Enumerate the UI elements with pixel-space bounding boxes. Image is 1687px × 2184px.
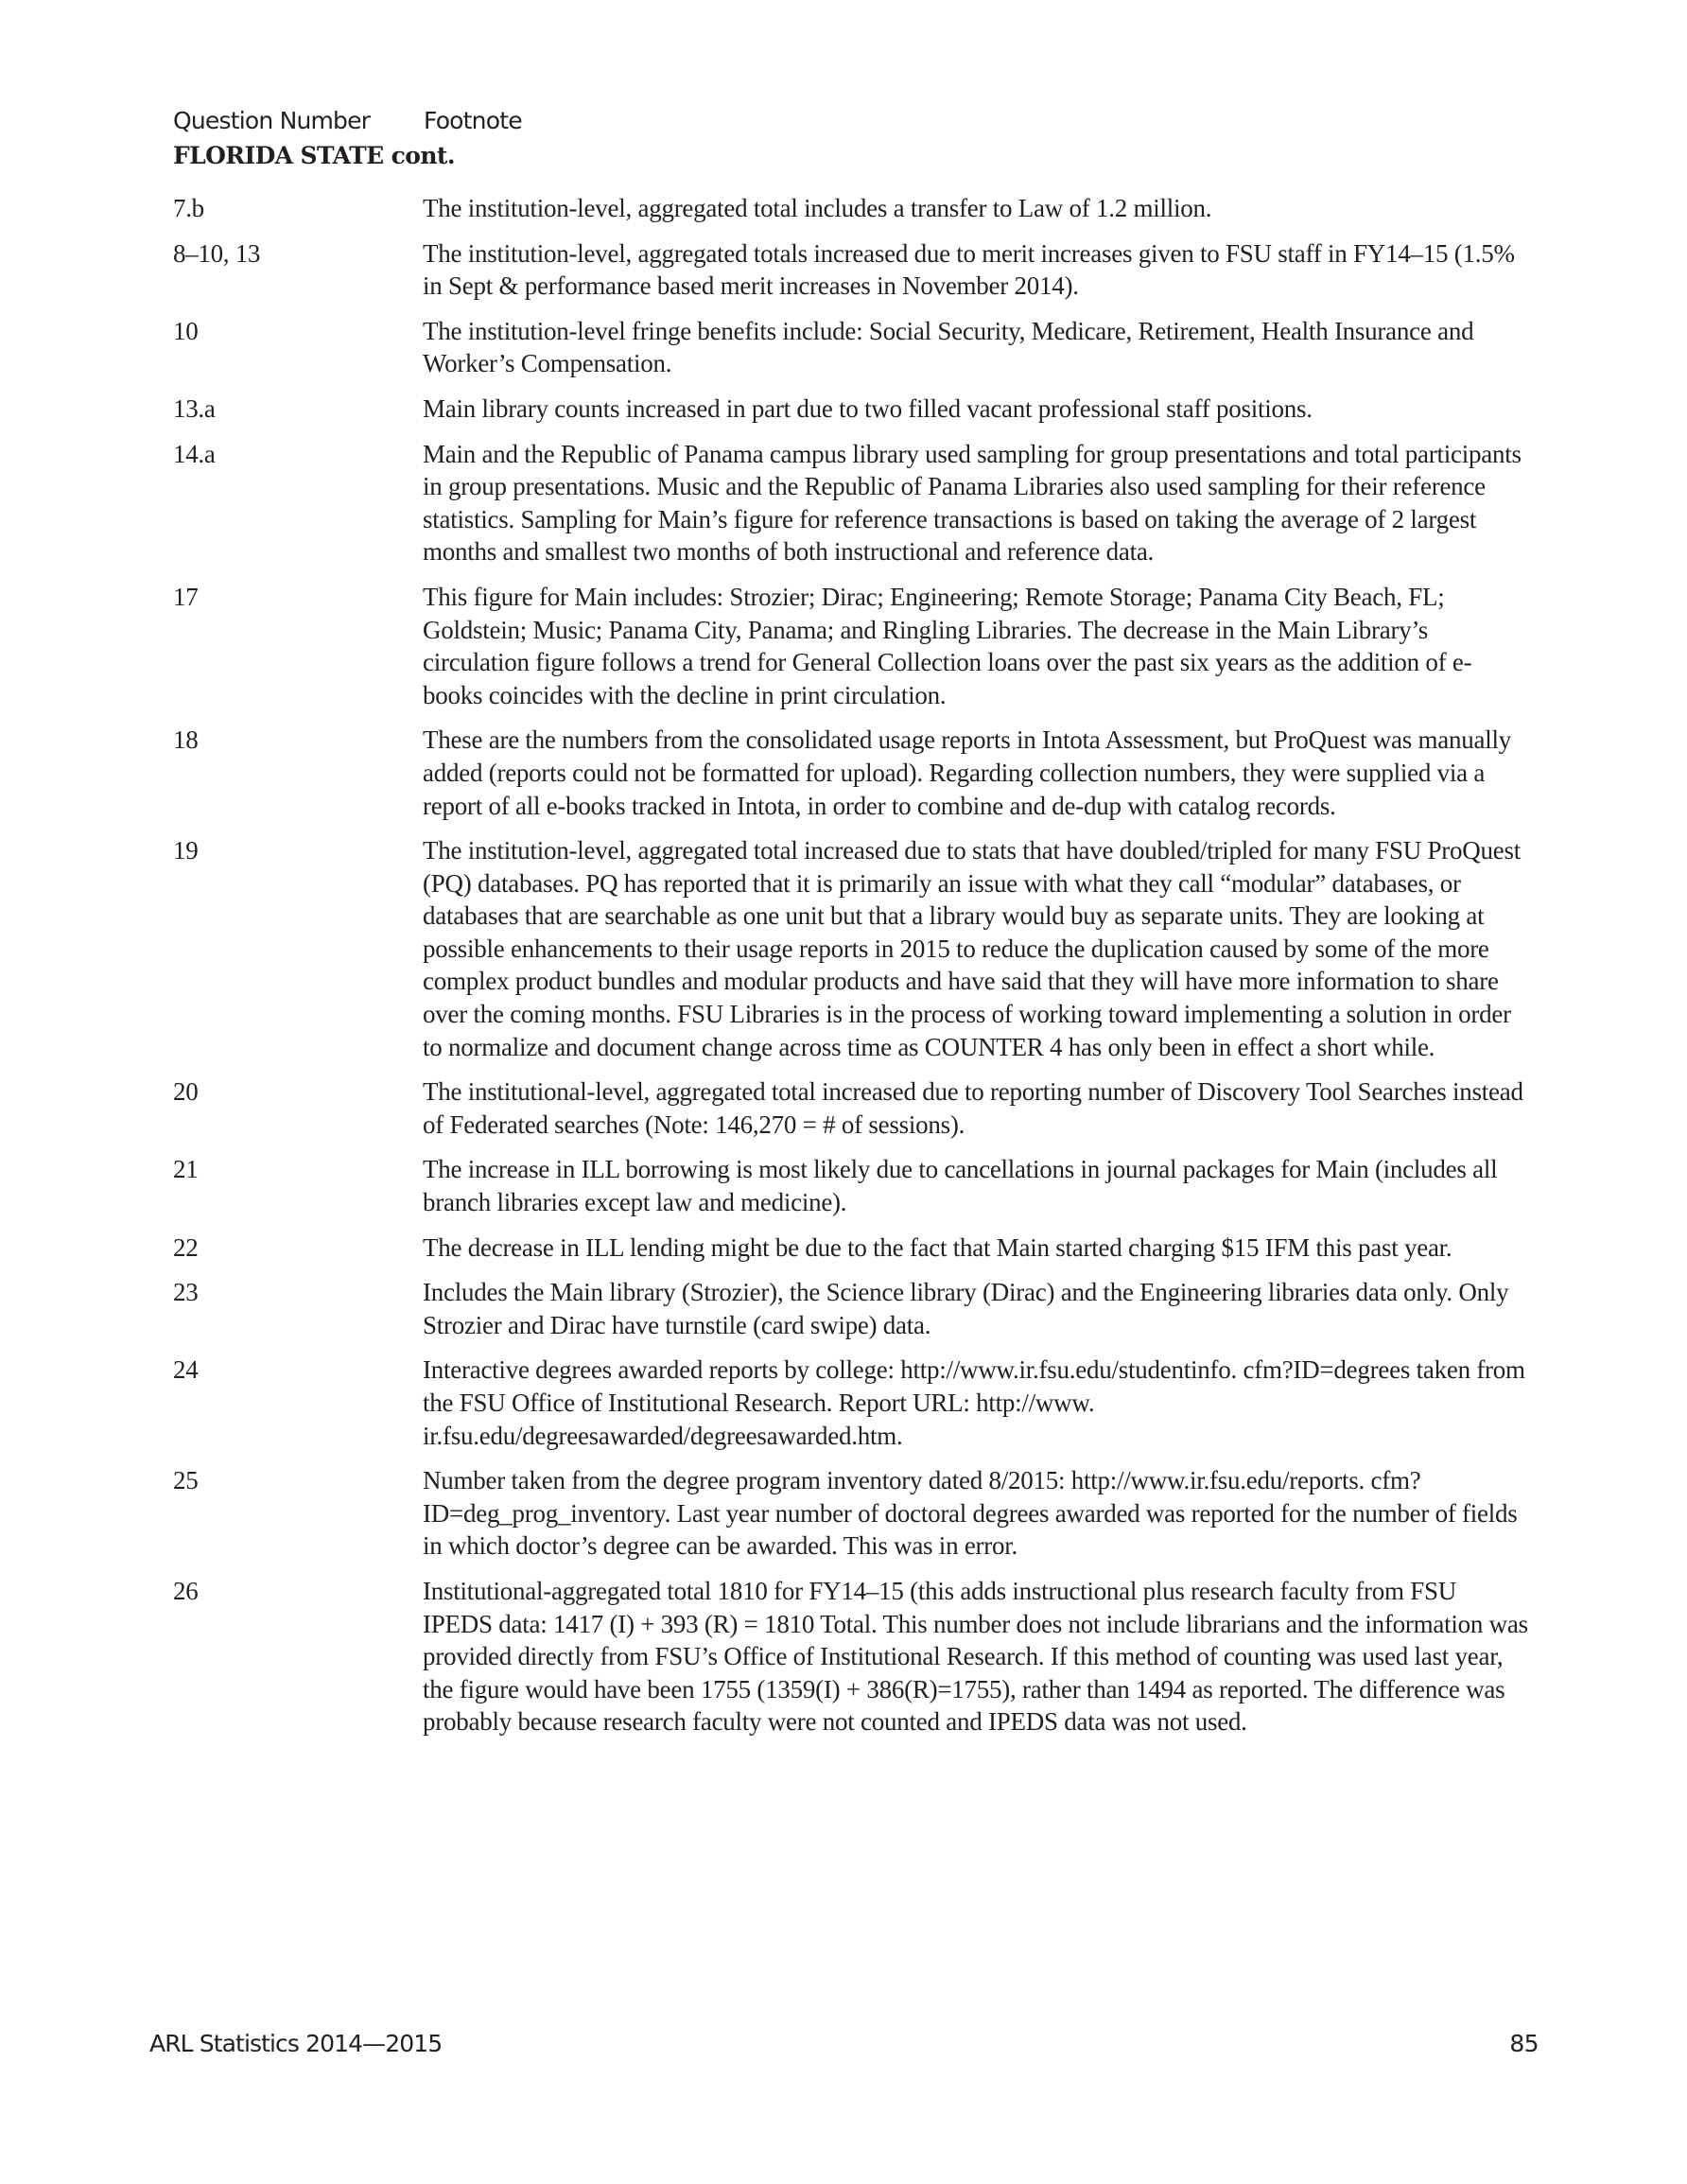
- footnote-row: [173, 1464, 1535, 1563]
- footnote-text: The institution-level, aggregated total includes a transfer to Law of 1.2 million.: [423, 194, 1212, 222]
- question-number: 19: [173, 836, 199, 865]
- footnote-row: [173, 192, 1535, 225]
- question-number: 21: [173, 1155, 199, 1184]
- footnote-list: [173, 192, 1535, 1751]
- footnote-text: Main library counts increased in part due to two filled vacant professional staff positions.: [423, 393, 1313, 423]
- footnote-text: Number taken from the degree program inventory dated 8/2015: http://www.ir.fsu.edu/reports. cfm?ID=deg_prog_inventory. Last year number of doctoral degrees awarded was reported for the number of fields in which doctor’s degree can be awarded. This was in error.: [423, 1466, 1518, 1561]
- footnote-row: [173, 1354, 1535, 1452]
- footnote-text: Includes the Main library (Strozier), the Science library (Dirac) and the Engineering libraries data only. Only Strozier and Dirac have turnstile (card swipe) data.: [423, 1278, 1509, 1339]
- footnote-text: This figure for Main includes: Strozier; Dirac; Engineering; Remote Storage; Panama City Beach, FL; Goldstein; Music; Panama City, Panama; and Ringling Libraries. The decrease in the Main Library’s circulation figure follows a trend for General Collection loans over the past six years as the addition of e-books coincides with the decline in print circulation.: [423, 582, 1472, 709]
- publication-title: ARL Statistics 2014—2015: [149, 2030, 443, 2057]
- footnote-row: [173, 724, 1535, 822]
- question-number: 10: [173, 316, 199, 345]
- footnote-text: The institution-level fringe benefits include: Social Security, Medicare, Retirement, Health Insurance and Worker’s Compensation.: [423, 316, 1474, 378]
- footnote-row: [173, 315, 1535, 380]
- question-number: 13.a: [173, 393, 216, 423]
- footnote-text: Institutional-aggregated total 1810 for FY14–15 (this adds instructional plus research faculty from FSU IPEDS data: 1417 (I) + 393 (R) = 1810 Total. This number does not include librarians and the information was provided directly from FSU’s Office of Institutional Research. If this method of counting was used last year, the figure would have been 1755 (1359(I) + 386(R)=1755), rather than 1494 as reported. The difference was probably because research faculty were not counted and IPEDS data was not used.: [423, 1576, 1528, 1737]
- column-header: [173, 105, 1535, 137]
- footnote-column-label: Footnote: [424, 107, 522, 134]
- question-number: 26: [173, 1576, 199, 1605]
- footnote-text: Interactive degrees awarded reports by college: http://www.ir.fsu.edu/studentinfo. cfm?ID=degrees taken from the FSU Office of Institutional Research. Report URL: http://www. ir.fsu.edu/degreesawarded/degreesawarded.htm.: [423, 1355, 1525, 1450]
- footnote-row: [173, 834, 1535, 1063]
- footnote-row: [173, 1232, 1535, 1265]
- footnote-row: [173, 1575, 1535, 1738]
- page-number: 85: [1509, 2030, 1539, 2057]
- footnote-row: [173, 1075, 1535, 1141]
- footnote-text: Main and the Republic of Panama campus library used sampling for group presentations and total participants in group presentations. Music and the Republic of Panama Libraries also used sampling for their reference statistics. Sampling for Main’s figure for reference transactions is based on taking the average of 2 largest months and smallest two months of both instructional and reference data.: [423, 439, 1522, 567]
- footnote-row: [173, 1276, 1535, 1341]
- footnote-text: These are the numbers from the consolidated usage reports in Intota Assessment, but ProQuest was manually added (reports could not be formatted for upload). Regarding collection numbers, they were supplied via a report of all e-books tracked in Intota, in order to combine and de-dup with catalog records.: [423, 725, 1511, 820]
- footnote-text: The institution-level, aggregated total increased due to stats that have doubled/tripled for many FSU ProQuest (PQ) databases. PQ has reported that it is primarily an issue with what they call “modular” databases, or databases that are searchable as one unit but that a library would buy as separate units. They are looking at possible enhancements to their usage reports in 2015 to reduce the duplication caused by some of the more complex product bundles and modular products and have said that they will have more information to share over the coming months. FSU Libraries is in the process of working toward implementing a solution in order to normalize and document change across time as COUNTER 4 has only been in effect a short while.: [423, 836, 1521, 1061]
- footnote-text: The institutional-level, aggregated total increased due to reporting number of Discovery Tool Searches instead of Federated searches (Note: 146,270 = # of sessions).: [423, 1077, 1523, 1139]
- question-number: 17: [173, 582, 199, 611]
- question-number: 7.b: [173, 194, 204, 222]
- section-title: FLORIDA STATE cont.: [173, 142, 455, 169]
- footnote-row: [173, 237, 1535, 303]
- footnote-text: The decrease in ILL lending might be due to the fact that Main started charging $15 IFM this past year.: [423, 1232, 1452, 1262]
- footnote-row: [173, 1153, 1535, 1218]
- footnote-text: The institution-level, aggregated totals increased due to merit increases given to FSU staff in FY14–15 (1.5% in Sept & performance based merit increases in November 2014).: [423, 238, 1515, 301]
- question-number: 20: [173, 1077, 199, 1107]
- footnote-text: The increase in ILL borrowing is most likely due to cancellations in journal packages for Main (includes all branch libraries except law and medicine).: [423, 1155, 1498, 1217]
- footnote-row: [173, 393, 1535, 426]
- footnote-row: [173, 438, 1535, 568]
- question-number: 22: [173, 1232, 199, 1262]
- question-number: 24: [173, 1355, 199, 1385]
- question-number: 23: [173, 1278, 199, 1307]
- footnote-row: [173, 581, 1535, 711]
- question-number: 18: [173, 725, 199, 755]
- question-number: 14.a: [173, 439, 216, 468]
- question-number: 25: [173, 1466, 199, 1495]
- question-number-column-label: Question Number: [173, 107, 371, 134]
- question-number: 8–10, 13: [173, 238, 261, 268]
